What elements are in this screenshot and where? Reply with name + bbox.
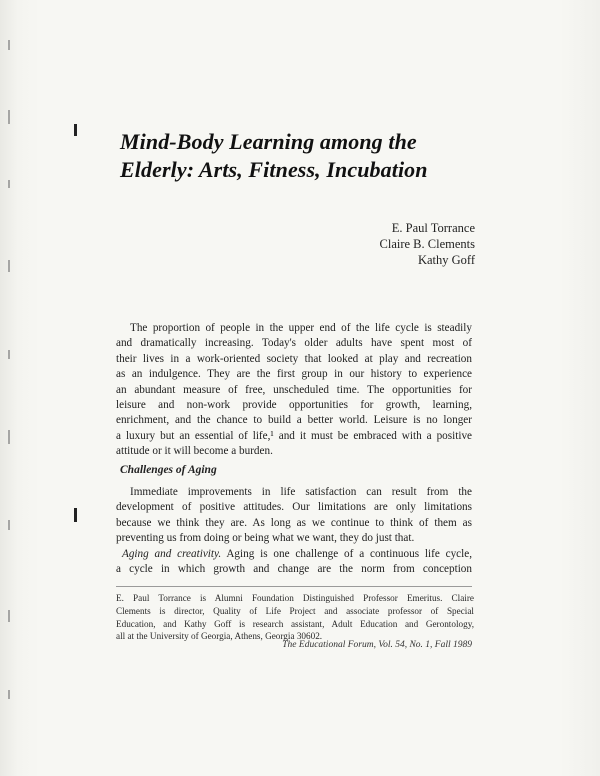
- footnote-line: E. Paul Torrance is Alumni Foundation Distinguished Professor Emeritus. Claire: [116, 593, 474, 603]
- footnote-divider: [116, 586, 472, 587]
- footnote-line: all at the University of Georgia, Athens, Georgia 30602.: [116, 631, 323, 642]
- author-footnote: [116, 592, 474, 643]
- author-name: Kathy Goff: [417, 253, 475, 267]
- text-line: as an indulgence. They are the first group in our history to experience: [116, 368, 472, 381]
- scan-edge-mark: [8, 40, 10, 50]
- scan-edge-mark: [8, 180, 10, 188]
- text-line: and dramatically increasing. Today's older adults have spent most of: [116, 337, 472, 350]
- author-list: [380, 220, 475, 268]
- scan-edge-mark: [8, 520, 10, 530]
- scan-edge-mark: [8, 110, 10, 124]
- text-line: [116, 547, 472, 562]
- challenges-paragraph: [116, 485, 472, 547]
- scan-edge-mark: [8, 690, 10, 699]
- article-title-line-1: Mind-Body Learning among the: [120, 129, 417, 154]
- text-line: The proportion of people in the upper end of the life cycle is steadily: [130, 322, 472, 334]
- text-line: leisure and non-work provide opportunities for growth, learning,: [116, 399, 472, 412]
- scan-edge-mark: [8, 260, 10, 272]
- text-line: enrichment, and the chance to build a better world. Leisure is no longer: [116, 414, 472, 427]
- text-run: Aging is one challenge of a continuous life cycle,: [221, 548, 473, 560]
- journal-citation: The Educational Forum, Vol. 54, No. 1, Fall 1989: [282, 640, 472, 650]
- text-line: because we think they are. As long as we continue to think of them as: [116, 516, 472, 529]
- text-line: a luxury but an essential of life,¹ and it must be embraced with a positive: [116, 429, 472, 442]
- run-in-subheading: Aging and creativity.: [122, 548, 222, 560]
- author-name: Claire B. Clements: [379, 237, 475, 251]
- scan-edge-mark: [8, 430, 10, 444]
- scan-edge-mark: [8, 350, 10, 359]
- text-line: Immediate improvements in life satisfaction can result from the: [130, 486, 472, 498]
- text-line: development of positive attitudes. Our limitations are only limitations: [116, 501, 472, 514]
- author-name: E. Paul Torrance: [391, 221, 475, 235]
- text-line: their lives in a work-oriented society that looked at play and recreation: [116, 352, 472, 365]
- intro-paragraph: [116, 321, 472, 460]
- text-line: a cycle in which growth and change are the norm from conception: [116, 563, 472, 576]
- text-line: an abundant measure of free, unscheduled time. The opportunities for: [116, 383, 472, 396]
- binding-mark: [74, 508, 77, 522]
- footnote-line: Clements is director, Quality of Life Project and associate professor of Special: [116, 605, 474, 616]
- aging-creativity-paragraph: [116, 547, 472, 578]
- footnote-line: Education, and Kathy Goff is research assistant, Adult Education and Gerontology,: [116, 618, 474, 629]
- text-line: attitude or it will become a burden.: [116, 445, 273, 458]
- article-title-line-2: Elderly: Arts, Fitness, Incubation: [120, 157, 428, 182]
- binding-mark: [74, 124, 77, 136]
- scan-edge-mark: [8, 610, 10, 622]
- section-heading: Challenges of Aging: [120, 464, 217, 476]
- article-title: [120, 128, 520, 184]
- text-line: preventing us from doing or being what we want, they do just that.: [116, 532, 415, 545]
